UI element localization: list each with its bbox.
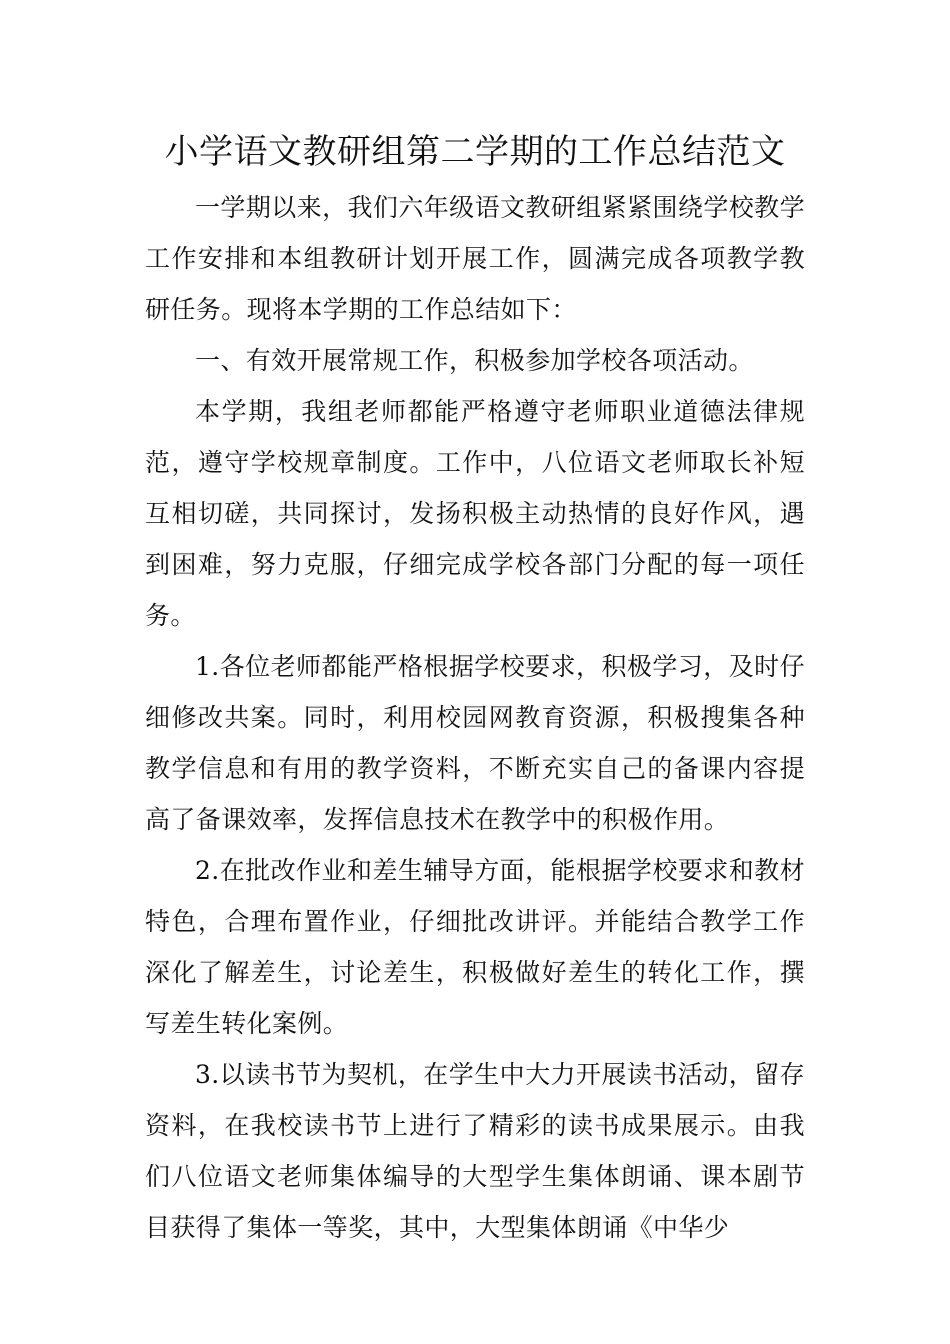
section-heading-1: 一、有效开展常规工作，积极参加学校各项活动。 [195, 346, 754, 375]
document-title: 小学语文教研组第二学期的工作总结范文 [164, 132, 786, 172]
list-item-3: 3.以读书节为契机，在学生中大力开展读书活动，留存资料，在我校读书节上进行了精彩的读书成果展示。由我们八位语文老师集体编导的大型学生集体朗诵、课本剧节目获得了集体一等奖，其中，大型集体朗诵《中华少 [145, 1060, 805, 1242]
list-item-1: 1.各位老师都能严格根据学校要求，积极学习，及时仔细修改共案。同时，利用校园网教育资源，积极搜集各种教学信息和有用的教学资料，不断充实自己的备课内容提高了备课效率，发挥信息技术在教学中的积极作用。 [145, 652, 805, 834]
list-item-2: 2.在批改作业和差生辅导方面，能根据学校要求和教材特色，合理布置作业，仔细批改讲评。并能结合教学工作深化了解差生，讨论差生，积极做好差生的转化工作，撰写差生转化案例。 [145, 856, 805, 1038]
paragraph-conduct: 本学期，我组老师都能严格遵守老师职业道德法律规范，遵守学校规章制度。工作中，八位语文老师取长补短互相切磋，共同探讨，发扬积极主动热情的良好作风，遇到困难，努力克服，仔细完成学校各部门分配的每一项任务。 [145, 397, 805, 630]
paragraph-intro: 一学期以来，我们六年级语文教研组紧紧围绕学校教学工作安排和本组教研计划开展工作，圆满完成各项教学教研任务。现将本学期的工作总结如下： [145, 193, 805, 324]
document-body [145, 182, 805, 1253]
